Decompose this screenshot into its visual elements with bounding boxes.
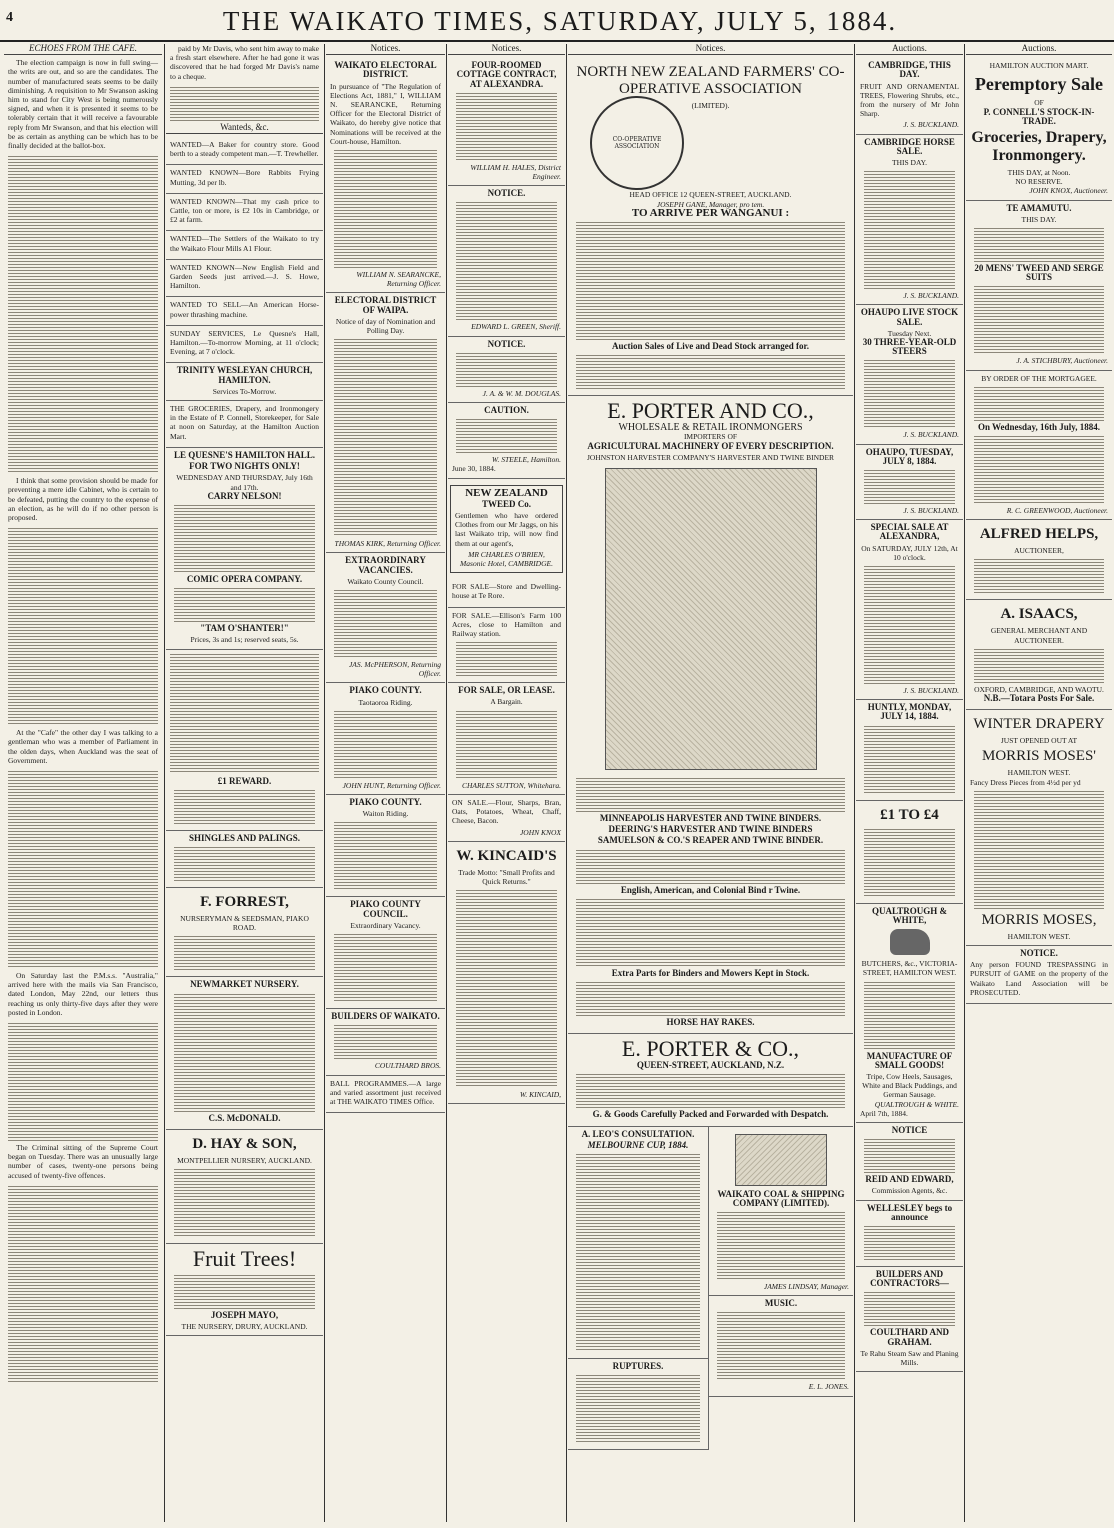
column-echoes bbox=[4, 44, 162, 1522]
bottom-ads bbox=[568, 1127, 853, 1451]
piako-council-notice: PIAKO COUNTY COUNCIL. Extraordinary Vacancy. bbox=[326, 897, 445, 1009]
newmarket-ad: NEWMARKET NURSERY. C.S. McDONALD. bbox=[166, 977, 323, 1129]
column-auctions-1 bbox=[856, 44, 963, 1522]
ohaupo-ad: OHAUPO LIVE STOCK SALE. Tuesday Next. 30 THREE-YEAR-OLD STEERS J. S. BUCKLAND. bbox=[856, 305, 963, 444]
sale-ad: FOR SALE.—Ellison's Farm 100 Acres, close to Hamilton and Railway station. bbox=[448, 608, 565, 684]
harvester-engraving bbox=[605, 468, 817, 770]
groceries-ad: THE GROCERIES, Drapery, and Ironmongery in the Estate of P. Connell, Storekeeper, for Sale at noon on Saturday, at the Hamilton Auction Mart. bbox=[166, 401, 323, 448]
huntly-ad: HUNTLY, MONDAY, JULY 14, 1884. bbox=[856, 700, 963, 800]
forrest-ad: F. FORREST, NURSERYMAN & SEEDSMAN, PIAKO ROAD. bbox=[166, 888, 323, 977]
te-awamutu-ad: TE AMAMUTU. THIS DAY. 20 MENS' TWEED AND SERGE SUITS J. A. STICHBURY, Auctioneer. bbox=[966, 201, 1112, 371]
qualtrough-ad: QUALTROUGH & WHITE, BUTCHERS, &c., VICTORIA-STREET, HAMILTON WEST. MANUFACTURE OF SMALL GOODS! Tripe, Cow Heels, Sausages, White and Black Puddings, and German Sausage. QUALTROUGH & WHITE. April 7th, 1884. bbox=[856, 904, 963, 1123]
masthead bbox=[0, 0, 1114, 42]
porter-ad: E. PORTER AND CO., WHOLESALE & RETAIL IRONMONGERS IMPORTERS OF AGRICULTURAL MACHINERY OF EVERY DESCRIPTION. JOHNSTON HARVESTER COMPANY'S HARVESTER AND TWINE BINDER MINNEAPOLIS HARVESTER AND TWINE BINDERS. DEERING'S HARVESTER AND TWINE BINDERS SAMUELSON & CO.'S REAPER AND TWINE BINDER. English, American, and Colonial Bind r Twine. Extra Parts for Binders and Mowers Kept in Stock. HORSE HAY RAKES. bbox=[568, 396, 853, 1034]
vacancies-notice: EXTRAORDINARY VACANCIES. Waikato County Council. JAS. McPHERSON, Returning Officer. bbox=[326, 553, 445, 683]
reward-ad: £1 REWARD. bbox=[166, 774, 323, 831]
echoes-heading: ECHOES FROM THE CAFE. bbox=[4, 44, 162, 55]
column-rule bbox=[324, 44, 325, 1522]
trinity-church-ad: TRINITY WESLEYAN CHURCH, HAMILTON. Services To-Morrow. bbox=[166, 363, 323, 401]
cottage-contract-ad: FOUR-ROOMED COTTAGE CONTRACT, AT ALEXANDRA. WILLIAM H. HALES, District Engineer. bbox=[448, 58, 565, 186]
waipa-notice: ELECTORAL DISTRICT OF WAIPA. Notice of day of Nomination and Polling Day. THOMAS KIRK, Returning Officer. bbox=[326, 293, 445, 553]
text-column-fill bbox=[8, 769, 158, 969]
column-notices-2 bbox=[448, 44, 565, 1522]
newspaper-title: THE WAIKATO TIMES, SATURDAY, JULY 5, 1884. bbox=[222, 6, 898, 36]
reid-notice: NOTICE REID AND EDWARD, Commission Agents, &c. bbox=[856, 1123, 963, 1201]
column-rule bbox=[164, 44, 165, 1522]
money-ad: £1 TO £4 bbox=[856, 801, 963, 904]
fruit-trees-ad: Fruit Trees! JOSEPH MAYO, THE NURSERY, DRURY, AUCKLAND. bbox=[166, 1244, 323, 1336]
text-column-fill bbox=[170, 652, 319, 772]
helps-ad: ALFRED HELPS, AUCTIONEER, bbox=[966, 520, 1112, 600]
echoes-para: I think that some provision should be made for preventing a mere idle Cabinet, who is certain to be defeated, putting the country to the expense of an election, as he will do if no other person is proposed. bbox=[8, 476, 158, 523]
piako-notice: PIAKO COUNTY. Taotaoroa Riding. JOHN HUNT, Returning Officer. bbox=[326, 683, 445, 795]
echoes-para: The election campaign is now in full swing—the writs are out, and so are the candidates. The number of manufactured seats seems to be daily diminishing. A requisition to Mr Swanson asking him to stand for City West is being numerously signed, and when it is presented it seems to be tolerably certain that it will receive a favourable reply from Mr Swanson, and that his election will be as certain as anything can be which has to be finally decided at the ballot-box. bbox=[8, 58, 158, 151]
wellesley-ad: WELLESLEY begs to announce bbox=[856, 1201, 963, 1267]
column-porter bbox=[568, 44, 853, 1522]
wanted-ad: WANTED KNOWN—New English Field and Garden Seeds just arrived.—J. S. Howe, Hamilton. bbox=[166, 260, 323, 298]
builders-contractors-ad: BUILDERS AND CONTRACTORS— COULTHARD AND GRAHAM. Te Rahu Steam Saw and Planing Mills. bbox=[856, 1267, 963, 1372]
notices-heading: Notices. bbox=[568, 44, 853, 55]
page-number: 4 bbox=[6, 10, 13, 25]
caution-ad: CAUTION. W. STEELE, Hamilton. June 30, 1884. bbox=[448, 403, 565, 479]
leo-consultation-ad: A. LEO'S CONSULTATION. MELBOURNE CUP, 1884. bbox=[568, 1127, 708, 1359]
sale-ad: FOR SALE—Store and Dwelling-house at Te Rore. bbox=[448, 579, 565, 607]
notices-heading: Notices. bbox=[326, 44, 445, 55]
echoes-para: On Saturday last the P.M.s.s. "Australia," arrived here with the mails via San Francisco, dated London, May 22nd, our letters thus reaching us only thirty-five days after they were posted in London. bbox=[8, 971, 158, 1017]
column-rule bbox=[854, 44, 855, 1522]
piako-waiton-notice: PIAKO COUNTY. Waiton Riding. bbox=[326, 795, 445, 897]
kincaid-ad: W. KINCAID'S Trade Motto: "Small Profits and Quick Returns." W. KINCAID, bbox=[448, 842, 565, 1105]
column-rule bbox=[566, 44, 567, 1522]
rupture-ad: RUPTURES. bbox=[568, 1359, 708, 1450]
wanted-ad: WANTED TO SELL—An American Horse-power thrashing machine. bbox=[166, 297, 323, 325]
auctions-heading: Auctions. bbox=[966, 44, 1112, 55]
text-column-fill bbox=[170, 85, 319, 121]
isaacs-ad: A. ISAACS, GENERAL MERCHANT AND AUCTIONEER. OXFORD, CAMBRIDGE, AND WAOTU. N.B.—Totara Posts For Sale. bbox=[966, 600, 1112, 710]
tweed-ad: NEW ZEALAND TWEED Co. Gentlemen who have ordered Clothes from our Mr Jaggs, on his last Waikato trip, will now find them at our agent's, MR CHARLES O'BRIEN, Masonic Hotel, CAMBRIDGE. bbox=[450, 485, 563, 574]
connell-sale-ad: HAMILTON AUCTION MART. Peremptory Sale OF P. CONNELL'S STOCK-IN-TRADE. Groceries, Drapery, Ironmongery. THIS DAY, at Noon. NO RESERVE. JOHN KNOX, Auctioneer. bbox=[966, 58, 1112, 200]
text-column-fill bbox=[8, 154, 158, 474]
douglas-notice: NOTICE. J. A. & W. M. DOUGLAS. bbox=[448, 337, 565, 403]
story-continuation: paid by Mr Davis, who sent him away to make a fresh start elsewhere. After he had gone it was discovered that he had forged Mr Davis's name to a cheque. bbox=[170, 44, 319, 81]
alexandra-sale-ad: SPECIAL SALE AT ALEXANDRA, On SATURDAY, JULY 12th, At 10 o'clock. J. S. BUCKLAND. bbox=[856, 520, 963, 700]
cambridge-ad: CAMBRIDGE, THIS DAY. FRUIT AND ORNAMENTAL TREES, Flowering Shrubs, etc., from the nursery of Mr John Sharp. J. S. BUCKLAND. bbox=[856, 58, 963, 134]
column-auctions-2 bbox=[966, 44, 1112, 1522]
hall-ad: LE QUESNE'S HAMILTON HALL. FOR TWO NIGHTS ONLY! WEDNESDAY AND THURSDAY, July 16th and 17th. CARRY NELSON! COMIC OPERA COMPANY. "TAM O'SHANTER!" Prices, 3s and 1s; reserved seats, 5s. bbox=[166, 448, 323, 650]
winter-drapery-ad: WINTER DRAPERY JUST OPENED OUT AT MORRIS MOSES' HAMILTON WEST. Fancy Dress Pieces from 4½d per yd MORRIS MOSES, HAMILTON WEST. bbox=[966, 710, 1112, 946]
ohaupo-trees-ad: OHAUPO, TUESDAY, JULY 8, 1884. J. S. BUCKLAND. bbox=[856, 445, 963, 521]
trespass-notice: NOTICE. Any person FOUND TRESPASSING in PURSUIT of GAME on the property of the Waikato Land Association will be PROSECUTED. bbox=[966, 946, 1112, 1004]
sheriff-notice: NOTICE. EDWARD L. GREEN, Sheriff. bbox=[448, 186, 565, 336]
notices-heading: Notices. bbox=[448, 44, 565, 55]
horse-sale-ad: CAMBRIDGE HORSE SALE. THIS DAY. J. S. BUCKLAND. bbox=[856, 135, 963, 306]
coal-shipping-ad: WAIKATO COAL & SHIPPING COMPANY (LIMITED). JAMES LINDSAY, Manager. bbox=[709, 1127, 853, 1297]
wanted-ad: WANTED KNOWN—Bore Rabbits Frying Mutting, 3d per lb. bbox=[166, 165, 323, 193]
column-wanteds bbox=[166, 44, 323, 1522]
music-ad: MUSIC. E. L. JONES. bbox=[709, 1296, 853, 1396]
text-column-fill bbox=[8, 1184, 158, 1384]
wanted-ad: WANTED—The Settlers of the Waikato to try the Waikato Flour Mills A1 Flour. bbox=[166, 231, 323, 259]
hay-ad: D. HAY & SON, MONTPELLIER NURSERY, AUCKLAND. bbox=[166, 1130, 323, 1244]
wanteds-heading: Wanteds, &c. bbox=[166, 123, 323, 134]
electoral-notice: WAIKATO ELECTORAL DISTRICT. In pursuance of "The Regulation of Elections Act, 1881," I, WILLIAM N. SEARANCKE, Returning Officer for the Electoral District of Waikato, do hereby give notice that Nominations will be received at the Court-house, Hamilton. WILLIAM N. SEARANCKE, Returning Officer. bbox=[326, 58, 445, 293]
column-notices-1 bbox=[326, 44, 445, 1522]
ship-engraving bbox=[735, 1134, 827, 1186]
association-seal-icon: CO-OPERATIVE ASSOCIATION bbox=[590, 96, 684, 190]
column-rule bbox=[964, 44, 965, 1522]
lease-ad: FOR SALE, OR LEASE. A Bargain. CHARLES SUTTON, Whitehara. bbox=[448, 683, 565, 795]
text-column-fill bbox=[8, 526, 158, 726]
echoes-para: At the "Cafe" the other day I was talking to a gentleman who was a member of Parliament in the olden days, when Auckland was the seat of Government. bbox=[8, 728, 158, 765]
echoes-para: The Criminal sitting of the Supreme Court began on Tuesday. There was an unusually large number of cases, twenty-one persons being accused of twenty-five offences. bbox=[8, 1143, 158, 1180]
flour-ad: ON SALE.—Flour, Sharps, Bran, Oats, Potatoes, Wheat, Chaff, Cheese, Bacon. JOHN KNOX bbox=[448, 795, 565, 842]
builders-ad: BUILDERS OF WAIKATO. COULTHARD BROS. bbox=[326, 1009, 445, 1075]
wanted-ad: WANTED KNOWN—That my cash price to Cattle, ton or more, is £2 10s in Cambridge, or £2 at farm. bbox=[166, 194, 323, 232]
wanted-ad: WANTED—A Baker for country store. Good berth to a steady competent man.—T. Trewheller. bbox=[166, 137, 323, 165]
text-column-fill bbox=[8, 1021, 158, 1141]
auctions-heading: Auctions. bbox=[856, 44, 963, 55]
shingles-ad: SHINGLES AND PALINGS. bbox=[166, 831, 323, 888]
sunday-services-ad: SUNDAY SERVICES, Le Quesne's Hall, Hamilton.—To-morrow Morning, at 11 o'clock; Evening, at 7 o'clock. bbox=[166, 326, 323, 364]
mortgagee-sale-ad: BY ORDER OF THE MORTGAGEE. On Wednesday, 16th July, 1884. R. C. GREENWOOD, Auctioneer. bbox=[966, 371, 1112, 521]
ball-programmes-ad: BALL PROGRAMMES.—A large and varied assortment just received at THE WAIKATO TIMES Office. bbox=[326, 1076, 445, 1114]
farmers-association-ad: NORTH NEW ZEALAND FARMERS' CO-OPERATIVE ASSOCIATION (LIMITED). HEAD OFFICE 12 QUEEN-STREET, AUCKLAND. JOSEPH GANE, Manager, pro tem. TO ARRIVE PER WANGANUI : Auction Sales of Live and Dead Stock arranged for. bbox=[568, 58, 853, 396]
cow-icon bbox=[890, 929, 930, 955]
column-rule bbox=[446, 44, 447, 1522]
porter-ad-2: E. PORTER & CO., QUEEN-STREET, AUCKLAND, N.Z. G. & Goods Carefully Packed and Forwarded with Despatch. bbox=[568, 1034, 853, 1126]
